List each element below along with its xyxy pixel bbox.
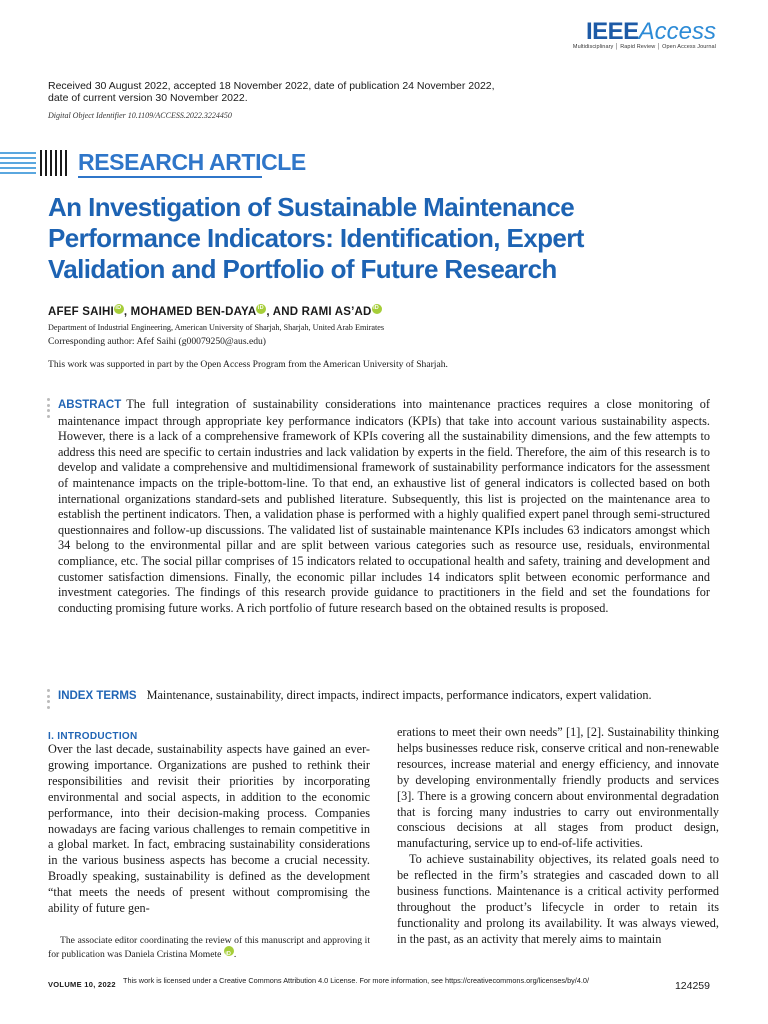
banner-stripes-icon (0, 150, 70, 176)
journal-logo (573, 18, 716, 50)
footnote-text: The associate editor coordinating the review of this manuscript and approving it for publication was Daniela Cristina Momete (48, 935, 370, 960)
section-heading: I. INTRODUCTION (48, 731, 138, 742)
index-terms-heading: INDEX TERMS (58, 690, 137, 702)
article-type-underline (78, 176, 262, 178)
index-terms (58, 688, 710, 705)
intro-paragraph: Over the last decade, sustainability aspects have gained an ever-growing importance. Organizations are pushed to rethink their responsibilities and revisit their priorities by incorporating environmental and social aspects, in addition to the economic performance, into their decision-making process. Companies nowadays are facing various challenges to remain competitive in a global market. In fact, embracing sustainability considerations in the various business aspects has become a crucial necessity. Broadly speaking, sustainability is defined as the development “that meets the needs of present without compromising the ability of future gen- (48, 742, 370, 916)
received-line-1: Received 30 August 2022, accepted 18 November 2022, date of publication 24 November 2022, (48, 80, 495, 92)
abstract (58, 397, 710, 616)
orcid-icon[interactable] (256, 304, 266, 314)
abstract-heading: ABSTRACT (58, 399, 122, 411)
logo-product: Access (638, 18, 716, 45)
author-name: AFEF SAIHI (48, 306, 114, 318)
intro-column-2 (397, 725, 719, 948)
paper-title (48, 192, 668, 285)
intro-paragraph: To achieve sustainability objectives, its related goals need to be reflected in the firm’s strategies and cascaded down to all business functions. Maintenance is a critical activity performed throughout the product’s lifecycle in order to retain its functionality and prolong its availability. It was always viewed, in the past, as an activity that merely aims to maintain (397, 852, 719, 946)
page-number: 124259 (674, 980, 710, 992)
corresponding-author: Corresponding author: Afef Saihi (g00079250@aus.edu) (48, 336, 266, 347)
orcid-icon[interactable] (224, 946, 234, 956)
orcid-icon[interactable] (114, 304, 124, 314)
index-dots-icon (47, 689, 51, 711)
editor-footnote: The associate editor coordinating the review of this manuscript and approving it for publication was Daniela Cristina Momete iD . (48, 934, 370, 962)
funding-note: This work was supported in part by the Open Access Program from the American University of Sharjah. (48, 359, 448, 370)
orcid-icon[interactable] (372, 304, 382, 314)
title-line-1: An Investigation of Sustainable Maintenance (48, 192, 575, 222)
footer-license[interactable]: This work is licensed under a Creative Commons Attribution 4.0 License. For more information, see https://creativecommons.org/licenses/by/4.0/ (123, 976, 589, 985)
article-type: RESEARCH ARTICLE (78, 149, 306, 175)
logo-tagline: Multidisciplinary │ Rapid Review │ Open Access Journal (572, 44, 716, 50)
title-line-3: Validation and Portfolio of Future Research (48, 254, 557, 284)
intro-column-1 (48, 742, 370, 917)
affiliation: Department of Industrial Engineering, American University of Sharjah, Sharjah, United Arab Emirates (48, 323, 385, 332)
abstract-text: The full integration of sustainability considerations into maintenance practices requires a close monitoring of maintenance impact through appropriate key performance indicators (KPIs) that take into account various sustainability aspects. However, there is a lack of a comprehensive framework of KPIs covering all the sustainability dimensions, and the few attempts to address this need are specific to certain industries and lack validation by experts in the field. Therefore, the aim of this research is to develop and validate a comprehensive and multidimensional framework of sustainability performance indicators for the assessment of maintenance impacts on the triple-bottom-line. To that end, an exhaustive list of general indicators is collected based on both international organizations standard-sets and published literature. Subsequently, this list is projected on the maintenance area to establish the pertinent indicators. Then, a validation phase is performed with a highly qualified expert panel through semi-structured questionnaires and follow-up discussions. The validated list of sustainable maintenance KPIs includes 63 indicators amongst which 34 belong to the environmental pillar and are split between various categories such as resource use, residuals, environmental compliance, etc. The social pillar comprises of 15 indicators related to occupational health and safety, training and development and customer satisfaction dimensions. Finally, the economic pillar includes 14 indicators split between economic performance and investment categories. The findings of this research provide guidance to practitioners in the field and set the foundations for conducting promising future works. A rich portfolio of future research based on the obtained results is proposed. (58, 397, 710, 615)
author-name: , MOHAMED BEN-DAYA (123, 306, 257, 318)
index-terms-text: Maintenance, sustainability, direct impacts, indirect impacts, performance indicators, expert validation. (146, 688, 652, 702)
received-dates (48, 80, 495, 104)
doi: Digital Object Identifier 10.1109/ACCESS.2022.3224450 (48, 111, 232, 120)
abstract-dots-icon (47, 398, 51, 420)
logo-brand: IEEE (585, 18, 639, 45)
title-line-2: Performance Indicators: Identification, Expert (48, 223, 584, 253)
received-line-2: date of current version 30 November 2022. (48, 92, 248, 104)
author-list (48, 306, 382, 318)
footer-volume: VOLUME 10, 2022 (48, 980, 116, 989)
intro-paragraph: erations to meet their own needs” [1], [2]. Sustainability thinking helps businesses reduce risk, conserve critical and non-renewable resources, increase material and energy efficiency, and innovate by developing environmentally friendly products and services [3]. There is a growing concern about environmental degradation that is forcing many industries to carry out environmentally conscious decisions at all stages from product design, manufacturing, service up to end-of-life activities. (397, 725, 719, 851)
author-name: , AND RAMI AS’AD (266, 306, 372, 318)
